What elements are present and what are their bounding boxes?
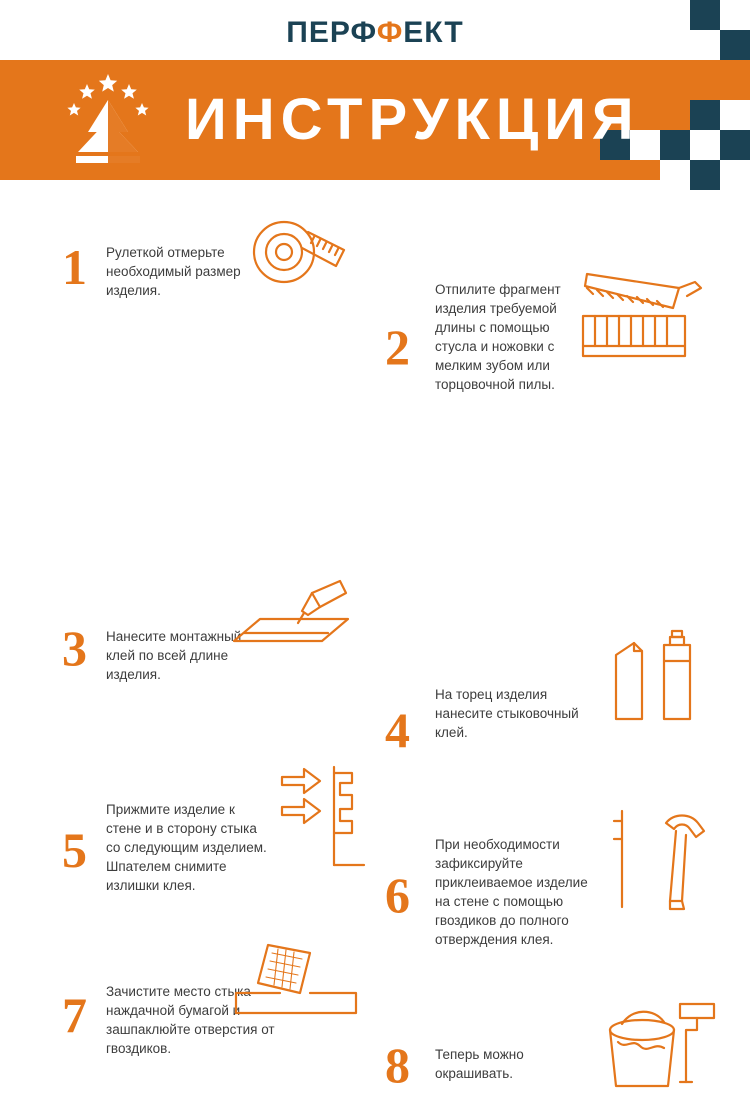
step-7 [0,750,380,1056]
step-number: 1 [62,239,87,295]
perfect-tree-logo-icon [56,70,166,170]
step-text: Теперь можно окрашивать. [435,1047,524,1081]
step-3 [0,380,380,682]
saw-and-miter-box-icon [575,260,710,370]
checker-square [690,100,720,130]
step-text: Прижмите изделие к стене и в сторону стыка со следующим изделием. Шпателем снимите излишки клея. [106,802,267,893]
step-text: Зачистите место стыка наждачной бумагой и зашпаклюйте отверстия от гвоздиков. [106,984,275,1056]
step-1 [0,190,380,320]
step-4 [370,470,750,758]
checker-square [660,160,690,190]
instruction-steps [0,190,750,1093]
step-number: 3 [62,620,87,676]
checker-square [720,160,750,190]
sandpaper-icon [232,935,362,1025]
page-title: ИНСТРУКЦИЯ [185,87,640,152]
step-5 [0,560,380,893]
brand-accent-letter: Ф [376,16,404,49]
step-2 [370,260,750,410]
step-text: Отпилите фрагмент изделия требуемой длины с помощью стусла и ножовки с мелким зубом или торцовочной пилы. [435,282,561,392]
paint-bucket-roller-icon [598,990,723,1095]
step-text: На торец изделия нанесите стыковочный клей. [435,687,579,740]
checker-square [720,100,750,130]
brand-name [286,16,463,50]
checker-square [660,130,690,160]
step-number: 4 [385,702,410,758]
step-text: При необходимости зафиксируйте приклеиваемое изделие на стене с помощью гвоздиков до полного отверждения клея. [435,837,588,947]
step-number: 5 [62,822,87,878]
tape-measure-icon [248,210,358,300]
step-6 [370,680,750,947]
page-header [0,0,750,190]
step-text: Нанесите монтажный клей по всей длине изделия. [106,629,242,682]
brand-part-2: ЕКТ [403,16,464,49]
step-number: 2 [385,319,410,375]
step-number: 8 [385,1037,410,1093]
checker-square [720,130,750,160]
step-number: 7 [62,987,87,1043]
brand-part-1: ПЕРФ [286,16,377,49]
checker-square [690,160,720,190]
brand-logo-text [0,16,750,50]
step-8 [370,890,750,1093]
step-number: 6 [385,867,410,923]
checker-square [690,130,720,160]
step-text: Рулеткой отмерьте необходимый размер изделия. [106,245,241,298]
